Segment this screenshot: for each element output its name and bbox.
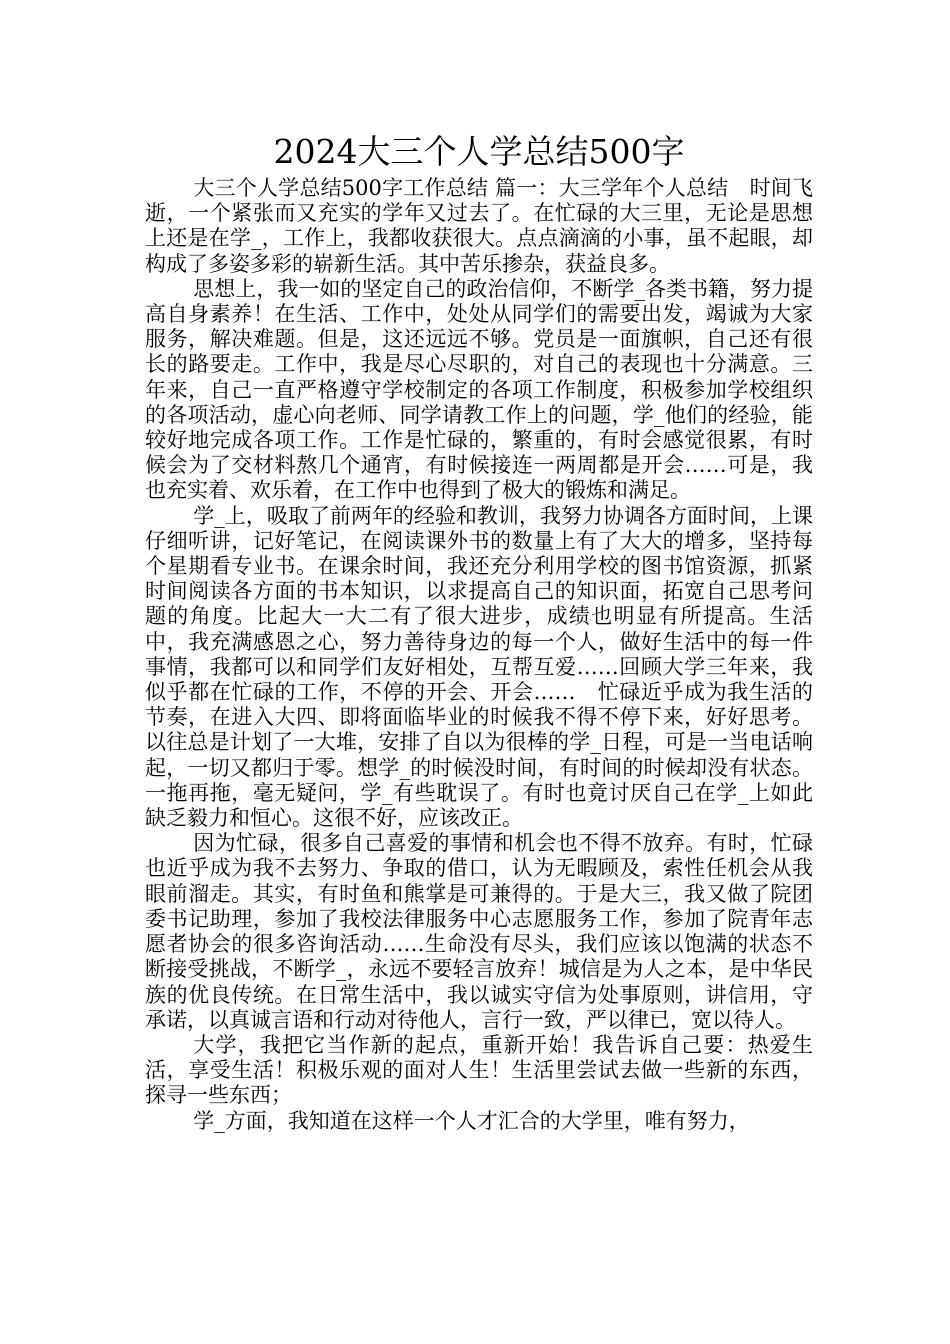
paragraph-4: 因为忙碌，很多自己喜爱的事情和机会也不得不放弃。有时，忙碌也近乎成为我不去努力、争取的借口，认为无暇顾及，索性任机会从我眼前溜走。其实，有时鱼和熊掌是可兼得的。于是大三，我又做了院团委书记助理，参加了我校法律服务中心志愿服务工作，参加了院青年志愿者协会的很多咨询活动……生命没有尽头，我们应该以饱满的状态不断接受挑战，不断学_，永远不要轻言放弃！城信是为人之本，是中华民族的优良传统。在日常生活中，我以诚实守信为处事原则，讲信用，守承诺，以真诚言语和行动对待他人，言行一致，严以律已，宽以待人。 (145, 831, 813, 1032)
paragraph-2: 思想上，我一如的坚定自己的政治信仰，不断学_各类书籍，努力提高自身素养！在生活、工作中，处处从同学们的需要出发，竭诚为大家服务，解决难题。但是，这还远远不够。党员是一面旗帜，自己还有很长的路要走。工作中，我是尽心尽职的，对自己的表现也十分满意。三年来，自己一直严格遵守学校制定的各项工作制度，积极参加学校组织的各项活动，虚心向老师、同学请教工作上的问题，学_他们的经验，能较好地完成各项工作。工作是忙碌的，繁重的，有时会感觉很累，有时候会为了交材料熬几个通宵，有时候接连一两周都是开会……可是，我也充实着、欢乐着，在工作中也得到了极大的锻炼和满足。 (145, 276, 813, 503)
paragraph-3: 学_上，吸取了前两年的经验和教训，我努力协调各方面时间，上课仔细听讲，记好笔记，在阅读课外书的数量上有了大大的增多，坚持每个星期看专业书。在课余时间，我还充分利用学校的图书馆资源，抓紧时间阅读各方面的书本知识，以求提高自己的知识面，拓宽自己思考问题的角度。比起大一大二有了很大进步，成绩也明显有所提高。生活中，我充满感恩之心，努力善待身边的每一个人，做好生活中的每一件事情，我都可以和同学们友好相处，互帮互爱……回顾大学三年来，我似乎都在忙碌的工作，不停的开会、开会…… 忙碌近乎成为我生活的节奏，在进入大四、即将面临毕业的时候我不得不停下来，好好思考。以往总是计划了一大堆，安排了自以为很棒的学_日程，可是一当电话响起，一切又都归于零。想学_的时候没时间，有时间的时候却没有状态。一拖再拖，毫无疑问，学_有些耽误了。有时也竟讨厌自己在学_上如此缺乏毅力和恒心。这很不好，应该改正。 (145, 503, 813, 831)
paragraph-6: 学_方面，我知道在这样一个人才汇合的大学里，唯有努力， (193, 1108, 750, 1133)
paragraph-1: 大三个人学总结500字工作总结 篇一：大三学年个人总结 时间飞逝，一个紧张而又充实的学年又过去了。在忙碌的大三里，无论是思想上还是在学_，工作上，我都收获很大。点点滴滴的小事，虽不起眼，却构成了多姿多彩的崭新生活。其中苦乐掺杂，获益良多。 (145, 176, 813, 276)
document-page (145, 128, 813, 1134)
document-title: 2024大三个人学总结500字 (273, 132, 685, 171)
paragraph-5: 大学，我把它当作新的起点，重新开始！我告诉自己要：热爱生活，享受生活！积极乐观的面对人生！生活里尝试去做一些新的东西，探寻一些东西； (145, 1032, 813, 1108)
